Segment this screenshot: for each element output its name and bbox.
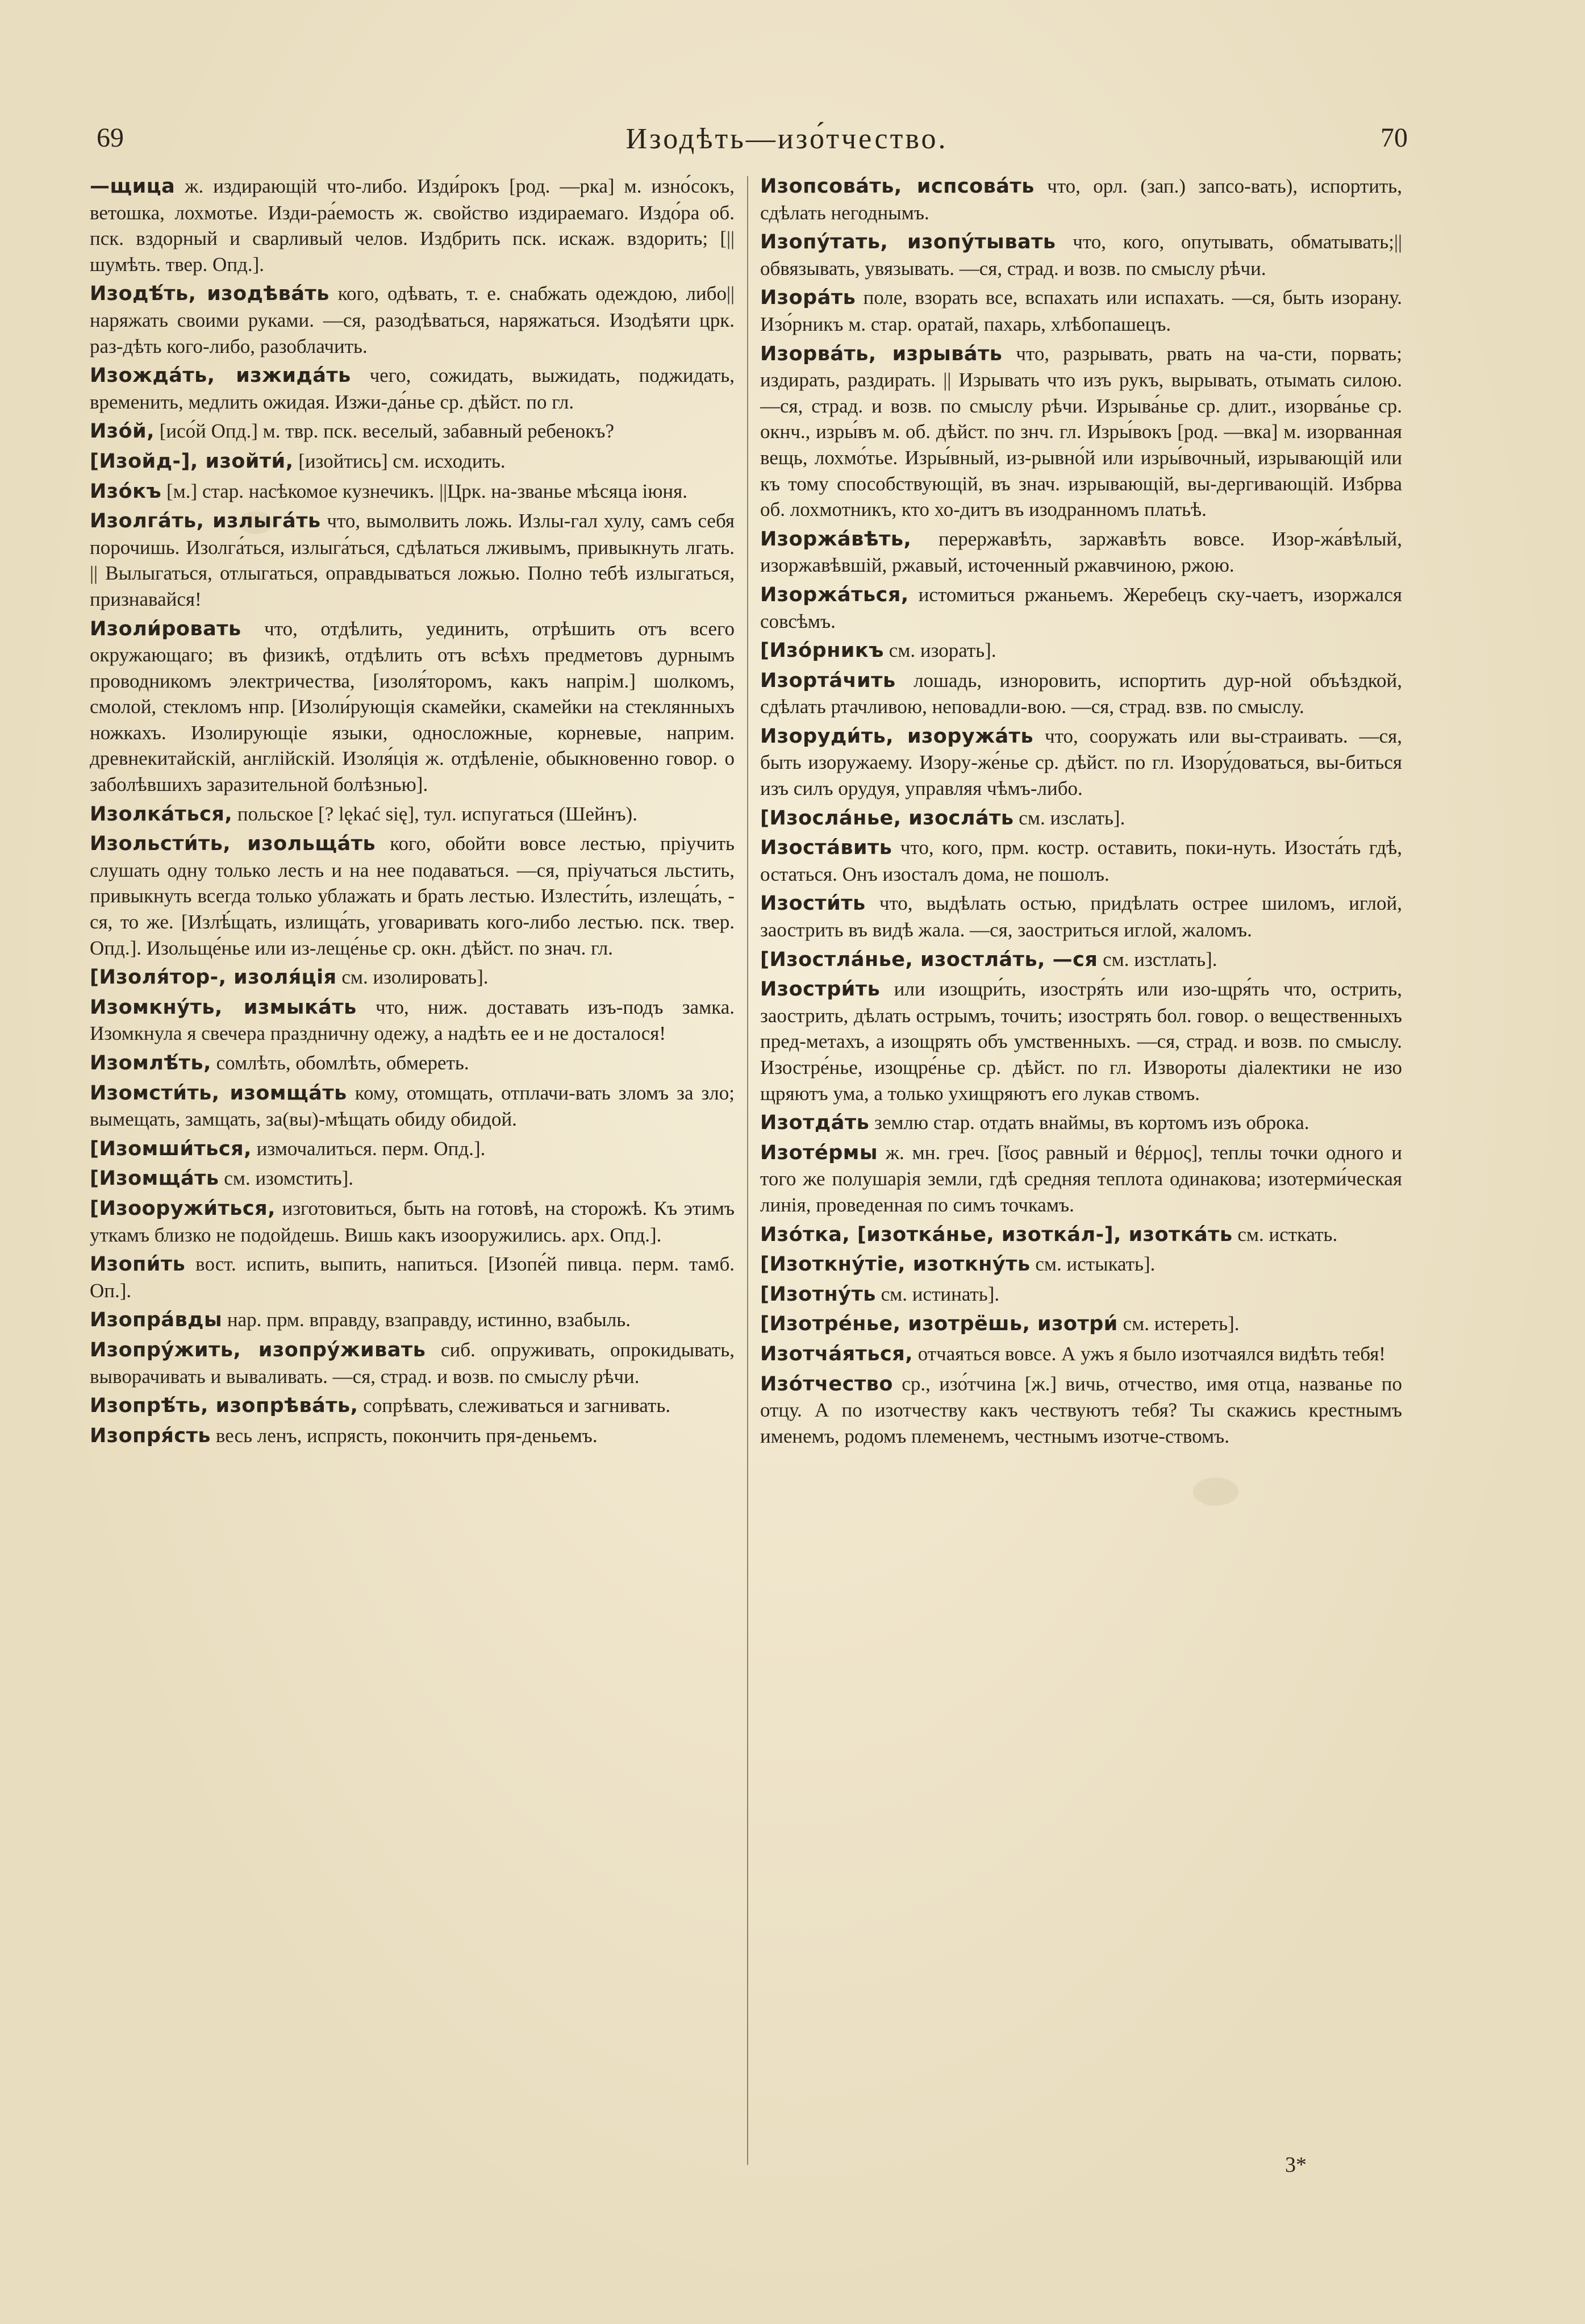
entry-definition: что, кого, прм. костр. оставить, поки-нуть. Изоста́ть гдѣ, остаться. Онъ изосталъ дома, не пошолъ.	[760, 836, 1402, 885]
dictionary-entry	[90, 1251, 735, 1303]
entry-headword: [Изо́рникъ	[760, 639, 884, 663]
entry-headword: Изопрѣ́ть, изопрѣва́ть,	[90, 1394, 358, 1418]
entry-headword: [Изойд-], изойти́,	[90, 449, 294, 473]
entry-definition: что, сооружать или вы-страивать. —ся, быть изоружаему. Изору-же́нье ср. дѣйст. по гл. Изору́доваться, вы-биться изъ силъ орудуя, управляя чѣмъ-либо.	[760, 724, 1402, 800]
dictionary-entry	[90, 801, 735, 828]
entry-definition: [исо́й Опд.] м. твр. пск. веселый, забавный ребенокъ?	[155, 420, 615, 443]
entry-headword: Изоста́вить	[760, 836, 892, 860]
entry-definition: или изощри́ть, изостря́ть или изо-щря́ть что, острить, заострить, дѣлать острымъ, точить; изострять бол. говор. о вещественныхъ пред-метахъ, а изощрять объ умственныхъ. —ся, страд. и возв. по смыслу. Изостре́нье, изощре́нье ср. дѣйст. по гл. Извороты діалектики не изо щряютъ ума, а только ухищряютъ его лукав ствомъ.	[760, 978, 1402, 1105]
entry-definition: что, отдѣлить, уединить, отрѣшить отъ всего окружающаго; въ физикѣ, отдѣлить отъ всѣхъ предметовъ дурнымъ проводникомъ электричества, [изоля́торомъ, какъ напрім.] шолкомъ, смолой, стекломъ нпр. [Изоли́рующія скамейки, скамейки на стеклянныхъ ножкахъ. Изолирующіе языки, односложные, корневые, наприм. древнекитайскій, англійскій. Изоля́ція ж. отдѣленіе, обыкновенно говор. о заболѣвшихъ заразительной болѣзнью].	[90, 617, 735, 796]
entry-definition: поле, взорать все, вспахать или испахать. —ся, быть изорану. Изо́рникъ м. стар. оратай, пахарь, хлѣбопашецъ.	[760, 286, 1402, 335]
entry-definition: что, разрывать, рвать на ча-сти, порвать; издирать, раздирать. || Изрывать что изъ рукъ, вырывать, отымать силою. —ся, страд. и возв. по смыслу рѣчи. Изрыва́нье ср. длит., изорва́нье ср. окнч., изры́въ м. об. дѣйст. по знч. гл. Изры́вокъ [род. —вка] м. изорванная вещь, лохмо́тье. Изры́вный, из-рывно́й или изры́вочный, изрывающій или къ тому способствующій, въ знач. изрывающій, вы-дергивающій. Избрва об. лохмотникъ, кто хо-дитъ въ изодранномъ платьѣ.	[760, 342, 1402, 521]
entry-definition: перержавѣть, заржавѣть вовсе. Изор-жа́вѣлый, изоржавѣвшій, ржавый, источенный ржавчиною, ржою.	[760, 527, 1402, 577]
dictionary-entry	[760, 173, 1402, 226]
entry-definition: см. изстлать].	[1098, 948, 1217, 971]
dictionary-entry	[760, 1341, 1402, 1368]
dictionary-entry	[90, 448, 735, 475]
entry-headword: Изопру́жить, изопру́живать	[90, 1338, 426, 1361]
dictionary-entry	[760, 723, 1402, 802]
dictionary-entry	[90, 1080, 735, 1132]
entry-headword: [Изомши́ться,	[90, 1137, 252, 1160]
dictionary-entry	[760, 285, 1402, 337]
entry-headword: Изоли́ровать	[90, 617, 241, 640]
entry-definition: нар. прм. вправду, взаправду, истинно, взабыль.	[222, 1309, 631, 1331]
entry-headword: Изопря́сть	[90, 1424, 211, 1447]
entry-headword: Изолга́ть, излыга́ть	[90, 510, 321, 533]
dictionary-entry	[90, 1136, 735, 1163]
entry-headword: [Изотре́нье, изотрёшь, изотри́	[760, 1313, 1118, 1336]
entry-definition: сомлѣть, обомлѣть, обмереть.	[211, 1052, 469, 1074]
dictionary-entry	[760, 890, 1402, 943]
entry-definition: кого, одѣвать, т. е. снабжать одеждою, либо||наряжать своими руками. —ся, разодѣваться, наряжаться. Изодѣяти црк. раз-дѣть кого-либо, разоблачить.	[90, 282, 735, 357]
entry-headword: Изорта́чить	[760, 669, 896, 692]
entry-headword: Изомсти́ть, изомща́ть	[90, 1081, 347, 1105]
entry-definition: отчаяться вовсе. А ужъ я было изотчаялся видѣть тебя!	[913, 1342, 1386, 1365]
dictionary-entry	[90, 281, 735, 359]
dictionary-entry	[760, 1251, 1402, 1278]
entry-definition: что, кого, опутывать, обматывать;||обвязывать, увязывать. —ся, страд. и возв. по смыслу рѣчи.	[760, 231, 1402, 280]
entry-headword: Изостри́ть	[760, 978, 881, 1001]
entry-headword: Изотда́ть	[760, 1111, 870, 1135]
page-number-left: 69	[97, 123, 124, 153]
entry-headword: Изо́тчество	[760, 1372, 893, 1396]
dictionary-entry	[90, 1165, 735, 1192]
dictionary-entry	[760, 1110, 1402, 1136]
dictionary-entry	[760, 1311, 1402, 1338]
entry-definition: кому, отомщать, отплачи-вать зломъ за зло; вымещать, замщать, за(вы)-мѣщать обиду обидой.	[90, 1081, 735, 1131]
entry-headword: Изо́тка, [изотка́нье, изотка́л-], изотка́ть	[760, 1223, 1233, 1246]
entry-definition: см. изорать].	[884, 639, 996, 662]
entry-definition: что, орл. (зап.) запсо-вать), испортить, сдѣлать негоднымъ.	[760, 175, 1402, 224]
entry-headword: Изо́й,	[90, 420, 155, 443]
entry-definition: землю стар. отдать внаймы, въ кортомъ изъ оброка.	[869, 1111, 1309, 1134]
entry-headword: Изожда́ть, изжида́ть	[90, 364, 351, 388]
entry-headword: [Изоля́тор-, изоля́ція	[90, 966, 337, 989]
entry-definition: лошадь, изноровить, испортить дур-ной объѣздкой, сдѣлать ртачливою, неповадли-вою. —ся, страд. взв. по смыслу.	[760, 669, 1402, 718]
entry-definition: [м.] стар. насѣкомое кузнечикъ. ||Црк. на-званье мѣсяца іюня.	[161, 480, 687, 502]
dictionary-entry	[90, 363, 735, 415]
dictionary-entry	[760, 835, 1402, 887]
entry-headword: —щица	[90, 175, 176, 198]
dictionary-entry	[90, 1196, 735, 1248]
entry-definition: см. изомстить].	[219, 1167, 354, 1190]
dictionary-entry	[760, 805, 1402, 832]
page-header	[91, 122, 1408, 168]
entry-headword: [Изомща́ть	[90, 1167, 219, 1190]
entry-headword: Изодѣ́ть, изодѣва́ть	[90, 282, 329, 306]
entry-definition: чего, сожидать, выжидать, поджидать, временить, медлить ожидая. Изжи-да́нье ср. дѣйст. по гл.	[90, 364, 735, 413]
dictionary-entry	[90, 173, 735, 277]
entry-headword: Изора́ть	[760, 286, 856, 310]
dictionary-entry	[90, 831, 735, 961]
running-head: Изодѣть—изо́тчество.	[625, 123, 948, 155]
entry-definition: кого, обойти вовсе лестью, пріучить слушать одну только лесть и на нее подаваться. —ся, пріучаться льстить, привыкнуть всегда только ублажать и брать лестью. Излести́ть, излеща́ть, - ся, то же. [Излѣ́щать, излища́ть, уговаривать кого-либо лестью. пск. твер. Опд.]. Изольще́нье или из-леще́нье ср. окн. дѣйст. по знач. гл.	[90, 832, 735, 959]
entry-headword: Изопи́ть	[90, 1253, 186, 1276]
entry-definition: сопрѣвать, слеживаться и загнивать.	[358, 1394, 671, 1417]
entry-headword: Изопсова́ть, испсова́ть	[760, 175, 1035, 198]
entry-definition: истомиться ржаньемъ. Жеребецъ ску-чаетъ, изоржался совсѣмъ.	[760, 583, 1402, 632]
dictionary-entry	[760, 1140, 1402, 1218]
entry-headword: [Изоткну́тіе, изоткну́ть	[760, 1253, 1031, 1276]
signature-mark: 3*	[1285, 2153, 1307, 2177]
dictionary-entry	[760, 229, 1402, 281]
entry-headword: [Изооружи́ться,	[90, 1197, 276, 1220]
page-number-right: 70	[1380, 123, 1408, 153]
right-column	[760, 173, 1402, 2173]
entry-headword: Изости́ть	[760, 892, 866, 915]
entry-headword: Изомлѣ́ть,	[90, 1052, 211, 1074]
entry-headword: Изо́къ	[90, 480, 162, 503]
entry-headword: [Изотну́ть	[760, 1282, 876, 1306]
entry-definition: см. истинать].	[875, 1282, 1000, 1305]
dictionary-entry	[90, 1050, 735, 1077]
dictionary-entry	[760, 1371, 1402, 1450]
column-divider	[747, 176, 748, 2165]
entry-definition: что, ниж. доставать изъ-подъ замка. Изомкнула я свечера праздничну одежу, а надѣть ее и не досталося!	[90, 996, 735, 1045]
entry-definition: см. истыкать].	[1030, 1253, 1156, 1276]
entry-definition: вост. испить, выпить, напиться. [Изопе́й пивца. перм. тамб. Оп.].	[90, 1253, 735, 1302]
entry-headword: Изоржа́вѣть,	[760, 527, 912, 551]
entry-headword: Изоржа́ться,	[760, 583, 909, 606]
dictionary-entry	[90, 1393, 735, 1419]
dictionary-entry	[90, 994, 735, 1047]
dictionary-entry	[760, 976, 1402, 1106]
entry-definition: [изойтись] см. исходить.	[293, 449, 506, 472]
dictionary-entry	[760, 947, 1402, 973]
entry-headword: Изольсти́ть, изольща́ть	[90, 832, 376, 856]
entry-definition: ж. издирающій что-либо. Изди́рокъ [род. —рка] м. изно́сокъ, ветошка, лохмотье. Изди-ра́емость ж. свойство издираемаго. Издо́ра об. пск. вздорный и сварливый челов. Издбрить пск. искаж. вздорить; [||шумѣть. твер. Опд.].	[90, 175, 735, 276]
entry-headword: Изорва́ть, изрыва́ть	[760, 342, 1003, 365]
entry-definition: см. исткать.	[1232, 1223, 1338, 1246]
entry-headword: [Изосла́нье, изосла́ть	[760, 806, 1014, 830]
entry-definition: сиб. опруживать, опрокидывать, выворачивать и вываливать. —ся, страд. и возв. по смыслу рѣчи.	[90, 1338, 735, 1388]
entry-definition: ср., изо́тчина [ж.] вичь, отчество, имя отца, названье по отцу. А по изотчеству какъ чествуютъ тебя? Ты скажись крестнымъ именемъ, родомъ племенемъ, честнымъ изотче-ствомъ.	[760, 1372, 1402, 1447]
entry-definition: ж. мн. греч. [ἴσος равный и θέρμος], теплы точки одного и того же полушарія земли, гдѣ средняя теплота одинакова; изотерми́ческая линія, проведенная по симъ точкамъ.	[760, 1141, 1402, 1216]
entry-headword: Изоруди́ть, изоружа́ть	[760, 724, 1034, 748]
dictionary-entry	[760, 341, 1402, 523]
dictionary-entry	[90, 616, 735, 798]
dictionary-entry	[90, 1337, 735, 1389]
entry-definition: весь ленъ, испрясть, покончить пря-деньемъ.	[211, 1424, 598, 1447]
dictionary-entry	[760, 668, 1402, 720]
entry-headword: Изоте́рмы	[760, 1141, 878, 1164]
dictionary-entry	[760, 582, 1402, 634]
dictionary-entry	[90, 1423, 735, 1450]
entry-definition: см. истереть].	[1117, 1313, 1240, 1335]
entry-definition: что, вымолвить ложь. Излы-гал хулу, самъ себя порочишь. Изолга́ться, излыга́ться, сдѣлаться лживымъ, привыкнуть лгать. || Вылыгаться, отлыгаться, оправдываться ложью. Полно тебѣ излыгаться, признавайся!	[90, 510, 735, 610]
entry-definition: см. изслать].	[1013, 806, 1125, 829]
entry-headword: [Изостла́нье, изостла́ть, —ся	[760, 948, 1098, 971]
dictionary-entry	[760, 1222, 1402, 1248]
entry-definition: что, выдѣлать остью, придѣлать острее шиломъ, иглой, заострить въ видѣ жала. —ся, заостриться иглой, жаломъ.	[760, 892, 1402, 942]
entry-definition: см. изолировать].	[336, 966, 489, 989]
entry-headword: Изопу́тать, изопу́тывать	[760, 231, 1056, 254]
dictionary-entry	[90, 418, 735, 445]
entry-headword: Изолка́ться,	[90, 802, 233, 826]
entry-headword: Изомкну́ть, измыка́ть	[90, 996, 357, 1019]
entry-headword: Изотча́яться,	[760, 1342, 914, 1365]
dictionary-entry	[90, 508, 735, 612]
dictionary-entry	[760, 638, 1402, 664]
dictionary-entry	[90, 478, 735, 505]
dictionary-entry	[90, 964, 735, 991]
entry-headword: Изопра́вды	[90, 1309, 223, 1332]
dictionary-entry	[760, 526, 1402, 578]
dictionary-entry	[760, 1281, 1402, 1308]
entry-definition: польское [? lękać się], тул. испугаться (Шейнъ).	[232, 802, 637, 825]
left-column	[90, 173, 735, 2173]
entry-definition: измочалиться. перм. Опд.].	[251, 1137, 486, 1160]
dictionary-entry	[90, 1307, 735, 1334]
entry-definition: изготовиться, быть на готовѣ, на сторожѣ. Къ этимъ уткамъ близко не подойдешь. Вишь какъ изооружились. арх. Опд.].	[90, 1197, 735, 1246]
